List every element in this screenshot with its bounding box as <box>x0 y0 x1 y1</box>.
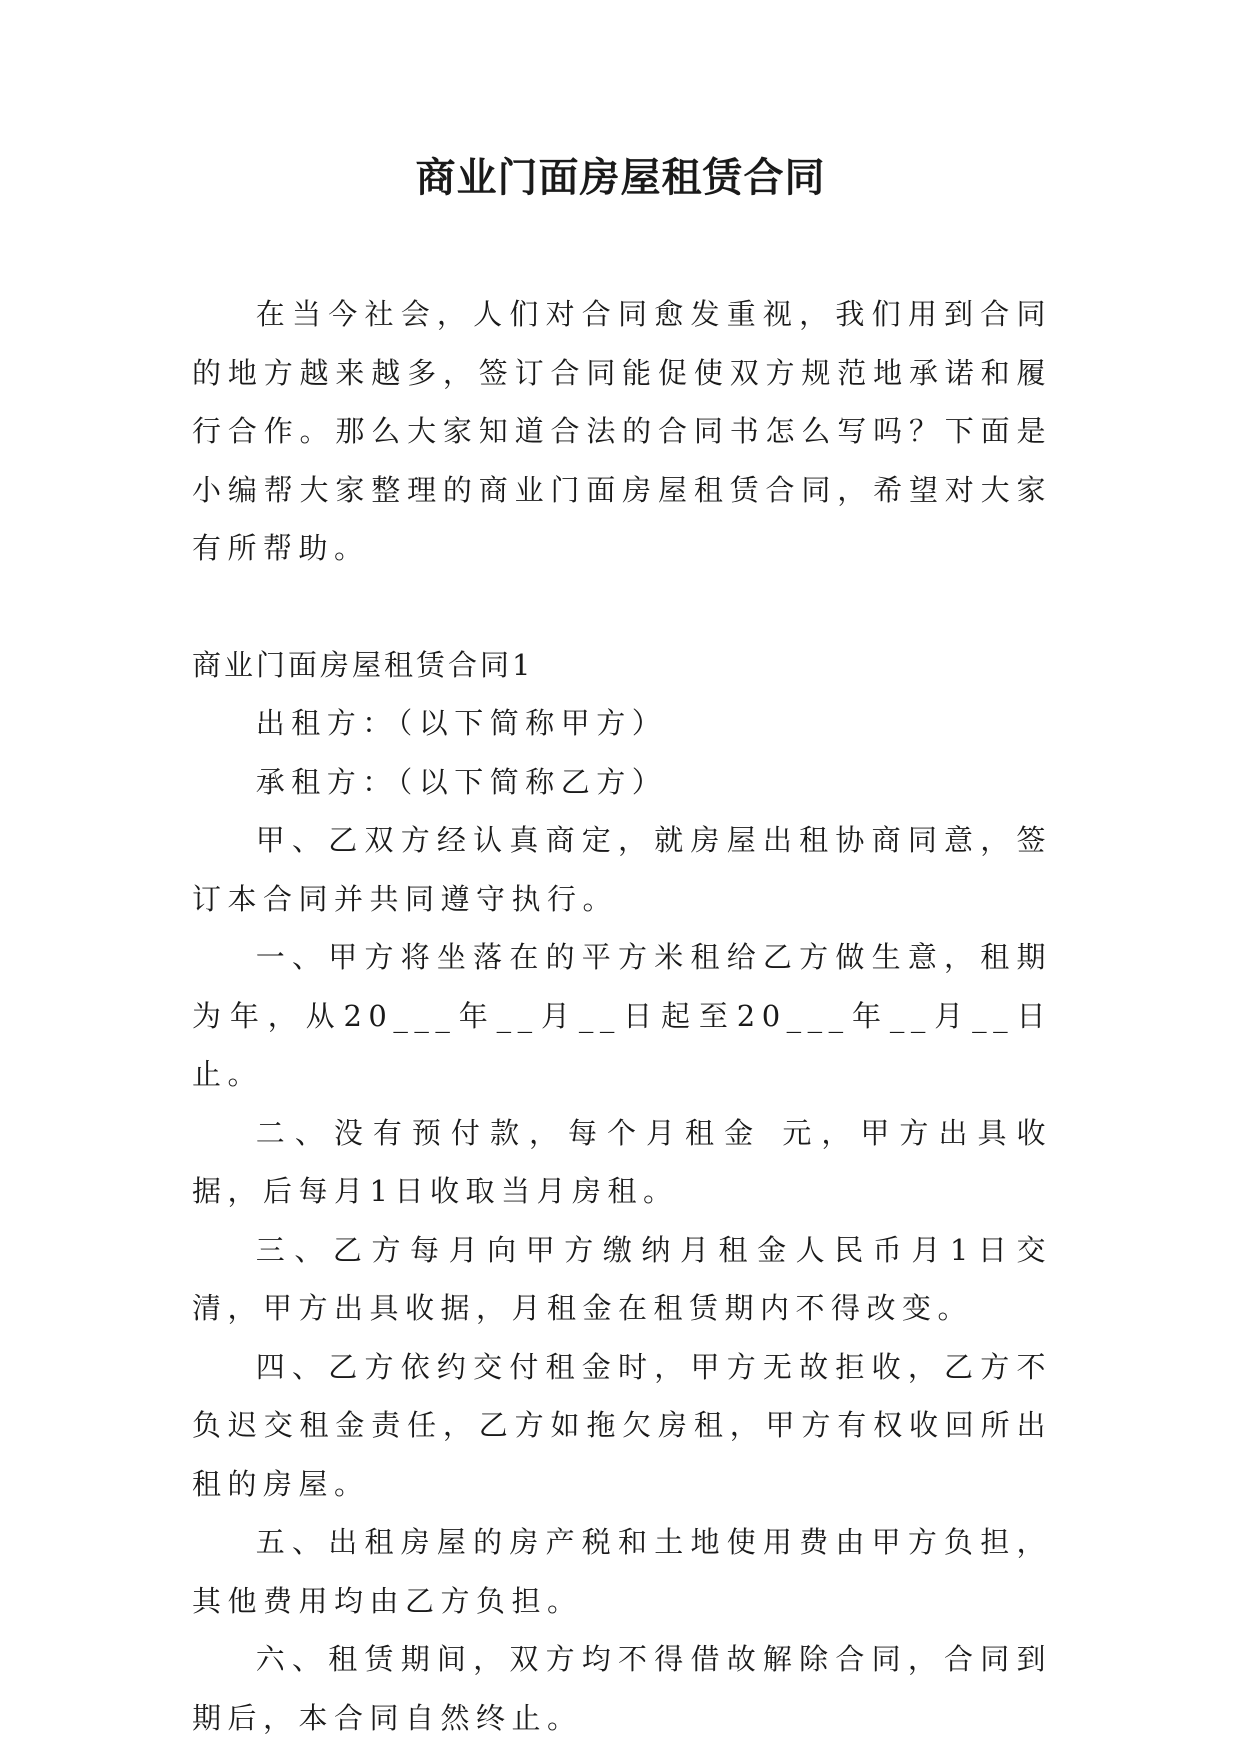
preamble-paragraph: 甲、乙双方经认真商定，就房屋出租协商同意，签订本合同并共同遵守执行。 <box>192 823 1052 916</box>
document-body <box>192 285 1052 1747</box>
document-title: 商业门面房屋租赁合同 <box>415 154 826 201</box>
section-heading: 商业门面房屋租赁合同1 <box>192 647 534 682</box>
clause-5: 五、出租房屋的房产税和土地使用费由甲方负担，其他费用均由乙方负担。 <box>192 1525 1052 1618</box>
intro-paragraph: 在当今社会，人们对合同愈发重视，我们用到合同的地方越来越多，签订合同能促使双方规范地承诺和履行合作。那么大家知道合法的合同书怎么写吗？下面是小编帮大家整理的商业门面房屋租赁合同，希望对大家有所帮助。 <box>192 297 1052 565</box>
clause-6: 六、租赁期间，双方均不得借故解除合同，合同到期后，本合同自然终止。 <box>192 1642 1052 1735</box>
clause-1: 一、甲方将坐落在的平方米租给乙方做生意，租期为年，从20___年__月__日起至20___年__月__日止。 <box>192 940 1052 1091</box>
lessor-line: 出租方：（以下简称甲方） <box>255 706 668 740</box>
clause-2: 二、没有预付款，每个月租金 元，甲方出具收据，后每月1日收取当月房租。 <box>192 1115 1052 1208</box>
lessee-line: 承租方：（以下简称乙方） <box>255 764 668 799</box>
clause-4: 四、乙方依约交付租金时，甲方无故拒收，乙方不负迟交租金责任，乙方如拖欠房租，甲方有权收回所出租的房屋。 <box>192 1349 1052 1501</box>
paragraph-spacer <box>192 578 1052 636</box>
clause-3: 三、乙方每月向甲方缴纳月租金人民币月1日交清，甲方出具收据，月租金在租赁期内不得改变。 <box>192 1232 1052 1325</box>
